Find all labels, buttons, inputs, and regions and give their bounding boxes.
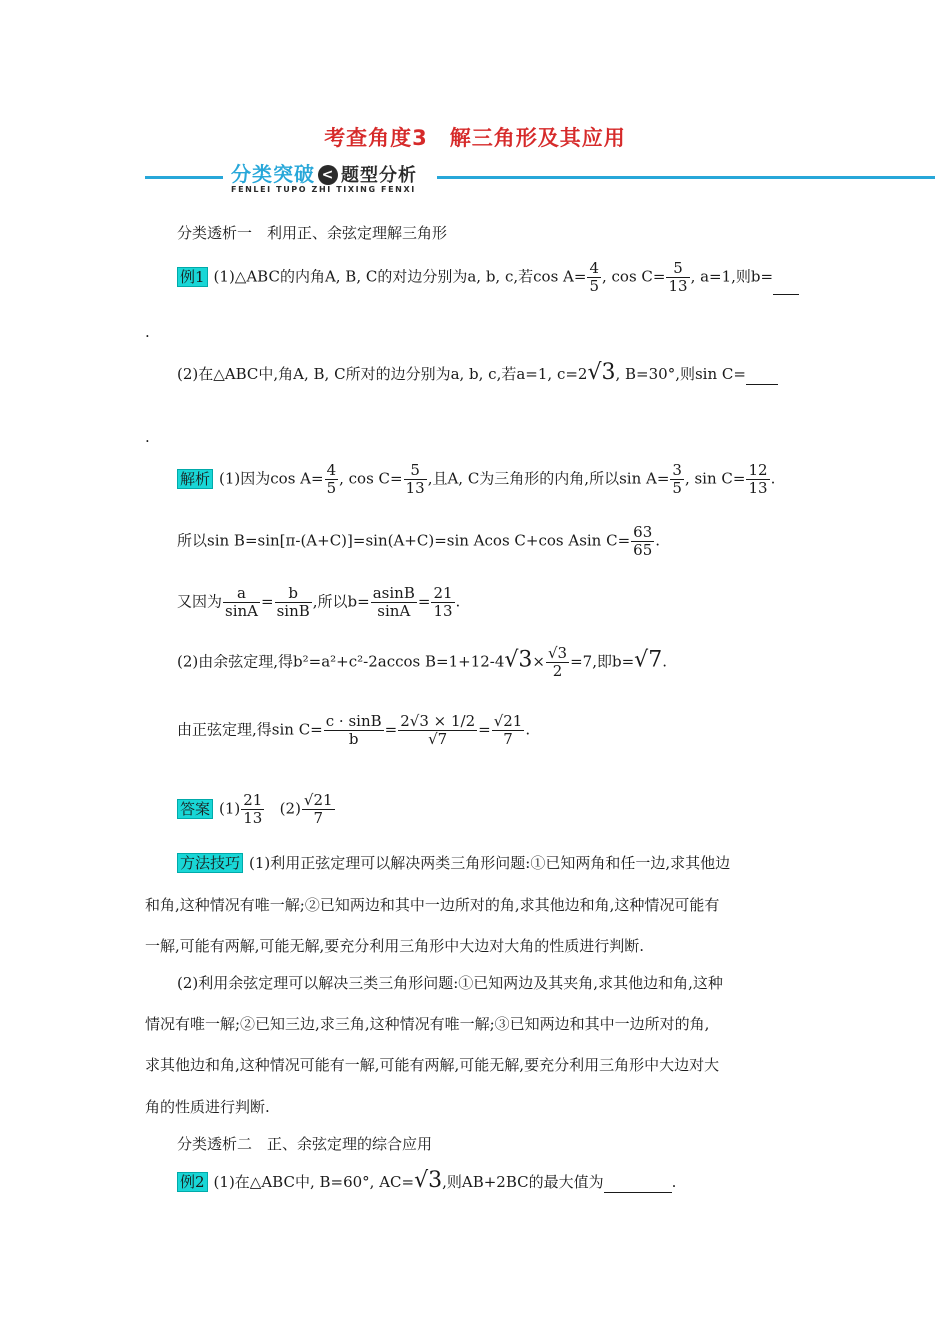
text: (1)利用正弦定理可以解决两类三角形问题:①已知两角和任一边,求其他边 (249, 854, 731, 872)
text: (2)由余弦定理,得b²=a²+c²-2accos B=1+12-4 (177, 652, 505, 671)
text: . (662, 652, 667, 671)
example1-part2 (177, 360, 778, 385)
numerator: 2√3 × 1/2 (400, 712, 476, 730)
text: , sin C= (684, 469, 746, 488)
numerator: 3 (672, 461, 682, 479)
section-banner (145, 158, 935, 198)
text: . (525, 720, 531, 739)
text: (1)△ABC的内角A, B, C的对边分别为a, b, c,若cos A= (213, 267, 587, 286)
fraction (404, 462, 427, 497)
solution-line1 (177, 462, 775, 497)
denominator: sinA (377, 602, 411, 620)
denominator: sinB (276, 602, 310, 620)
denominator: 7 (503, 730, 513, 748)
fraction (666, 260, 689, 295)
answer-blank[interactable] (604, 1174, 672, 1193)
denominator: sinA (225, 602, 259, 620)
method-line2: 和角,这种情况有唯一解;②已知两边和其中一边所对的角,求其他边和角,这种情况可能有 (145, 896, 720, 914)
text: 由正弦定理,得sin C= (177, 720, 323, 739)
fraction (670, 462, 684, 497)
fraction (398, 713, 477, 748)
fraction (431, 585, 454, 620)
page-title: 考查角度3 解三角形及其应用 (324, 126, 626, 150)
banner-rule-right (437, 176, 935, 179)
fraction (324, 713, 384, 748)
fraction (275, 585, 312, 620)
section1-heading: 分类透析一 利用正、余弦定理解三角形 (177, 224, 448, 242)
numerator: b (275, 585, 312, 603)
text: , cos C= (601, 267, 666, 286)
method-tag: 方法技巧 (177, 853, 243, 873)
numerator: 5 (666, 260, 689, 278)
text: (1) (219, 799, 241, 818)
fraction (302, 792, 335, 827)
numerator: a (223, 585, 260, 603)
fraction (223, 585, 260, 620)
text: = (261, 592, 274, 611)
text: (1)因为cos A= (219, 469, 324, 488)
answer-blank[interactable] (773, 276, 799, 295)
text: . (770, 469, 776, 488)
text: (2)在△ABC中,角A, B, C所对的边分别为a, b, c,若a=1, c=2 (177, 365, 588, 383)
answer-tag: 答案 (177, 799, 213, 819)
solution-line2 (177, 524, 660, 559)
numerator: 12 (748, 461, 768, 479)
example1-tag: 例1 (177, 267, 208, 287)
denominator: 5 (672, 479, 682, 497)
sqrt-expr: √7 (634, 647, 663, 673)
method-line6: 求其他边和角,这种情况可能有一解,可能有两解,可能无解,要充分利用三角形中大边对大 (145, 1056, 720, 1074)
banner-title (231, 158, 417, 187)
solution-line3 (177, 585, 460, 620)
method-line1 (177, 852, 730, 873)
text: (2) (279, 799, 301, 818)
example2-part1 (177, 1168, 676, 1193)
text: =7,即b= (570, 652, 635, 671)
denominator: 13 (243, 809, 263, 827)
denominator: b (348, 730, 359, 748)
banner-subtitle: FENLEI TUPO ZHI TIXING FENXI (231, 185, 416, 194)
banner-rule-left (145, 176, 223, 179)
numerator: 63 (633, 523, 653, 541)
solution-line4 (177, 645, 667, 680)
sqrt-expr: √3 (587, 360, 616, 385)
denominator: 65 (633, 541, 653, 559)
text: . (671, 1173, 677, 1191)
sqrt-expr: √3 (504, 647, 533, 673)
text: ,所以b= (312, 592, 370, 611)
fraction (587, 260, 601, 295)
fraction (241, 792, 264, 827)
denominator: 5 (589, 277, 599, 295)
denominator: 5 (326, 479, 337, 497)
text: . (655, 531, 661, 550)
text: = (384, 720, 398, 739)
solution-tag: 解析 (177, 469, 213, 489)
fraction (631, 524, 654, 559)
method-line7: 角的性质进行判断. (145, 1098, 270, 1116)
numerator: √3 (548, 644, 568, 662)
denominator: 2 (552, 662, 563, 680)
period: . (145, 428, 150, 446)
numerator: 4 (589, 259, 599, 277)
arrow-left-icon: < (318, 165, 338, 185)
text: ,且A, C为三角形的内角,所以sin A= (427, 469, 670, 488)
banner-title-a: 分类突破 (231, 162, 315, 186)
example2-tag: 例2 (177, 1172, 208, 1192)
text: , a=1,则b= (690, 267, 774, 286)
denominator: 13 (748, 479, 768, 497)
numerator: 21 (433, 584, 453, 602)
fraction (492, 713, 525, 748)
denominator: 7 (313, 809, 324, 827)
example1-part1 (177, 260, 799, 295)
text: = (417, 592, 431, 611)
method-line3: 一解,可能有两解,可能无解,要充分利用三角形中大边对大角的性质进行判断. (145, 937, 645, 955)
numerator: √21 (493, 712, 523, 730)
fraction (746, 462, 769, 497)
denominator: 13 (433, 602, 453, 620)
fraction (325, 462, 339, 497)
period: . (145, 323, 150, 341)
text: , cos C= (339, 469, 403, 488)
method-line4: (2)利用余弦定理可以解决三类三角形问题:①已知两边及其夹角,求其他边和角,这种 (177, 974, 723, 992)
answer-blank[interactable] (746, 366, 778, 385)
fraction (546, 645, 569, 680)
numerator: 4 (326, 461, 337, 479)
text: 又因为 (177, 592, 223, 611)
solution-line5 (177, 713, 530, 748)
text: = (478, 720, 491, 739)
method-line5: 情况有唯一解;②已知三边,求三角,这种情况有唯一解;③已知两边和其中一边所对的角, (145, 1015, 710, 1033)
section2-heading: 分类透析二 正、余弦定理的综合应用 (177, 1135, 433, 1153)
answer-line (177, 792, 336, 827)
numerator: √21 (303, 791, 333, 809)
text: , B=30°,则sin C= (615, 365, 746, 383)
text: (1)在△ABC中, B=60°, AC= (213, 1173, 415, 1191)
numerator: 5 (404, 462, 427, 480)
denominator: 13 (405, 479, 425, 497)
banner-title-b: 题型分析 (341, 165, 417, 186)
denominator: 13 (668, 277, 688, 295)
sqrt-expr: √3 (414, 1168, 443, 1193)
fraction (371, 585, 417, 620)
text: . (455, 592, 461, 611)
numerator: asinB (372, 584, 415, 602)
denominator: √7 (428, 730, 448, 748)
text: × (532, 652, 545, 671)
numerator: 21 (243, 791, 263, 809)
numerator: c · sinB (325, 712, 382, 730)
text: 所以sin B=sin[π-(A+C)]=sin(A+C)=sin Acos C+cos Asin C= (177, 531, 631, 550)
text: ,则AB+2BC的最大值为 (442, 1173, 604, 1191)
